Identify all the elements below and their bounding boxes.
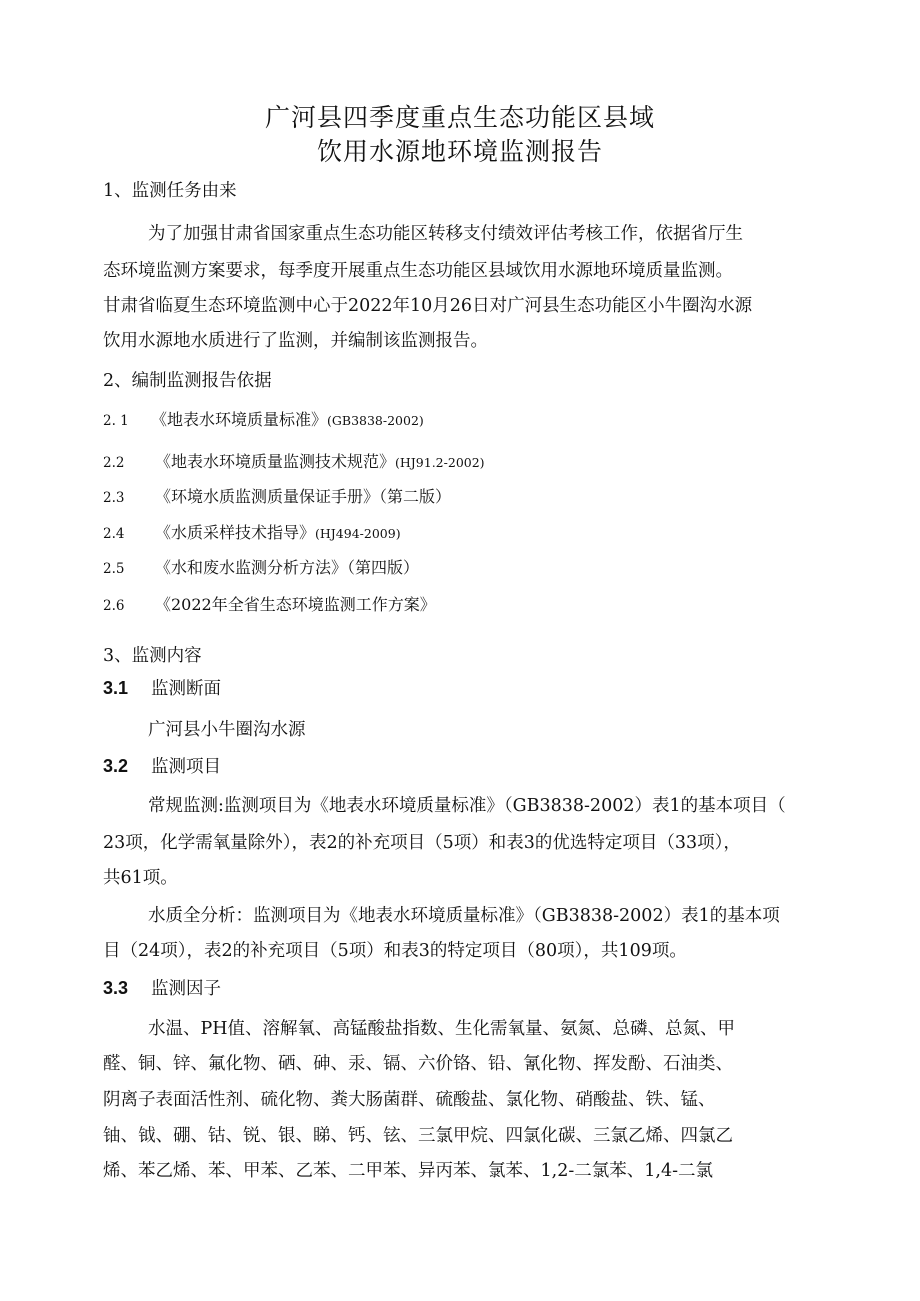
project-paragraph-line: 23项，化学需氧量除外），表2的补充项目（5项）和表3的优选特定项目（33项）， xyxy=(103,833,741,853)
reference-number: 2.5 xyxy=(103,561,125,577)
factor-list-line: 阴离子表面活性剂、硫化物、粪大肠菌群、硫酸盐、氯化物、硝酸盐、铁、锰、 xyxy=(103,1090,716,1110)
subsection-3-2-heading xyxy=(103,753,221,778)
subsection-3-3-heading xyxy=(103,975,221,1000)
subsection-number: 3.2 xyxy=(103,756,129,776)
factor-list-line: 水温、PH值、溶解氧、高锰酸盐指数、生化需氧量、氨氮、总磷、总氮、甲 xyxy=(148,1019,736,1039)
document-title-line-2: 饮用水源地环境监测报告 xyxy=(316,137,603,166)
factor-list-line: 烯、苯乙烯、苯、甲苯、乙苯、二甲苯、异丙苯、氯苯、1,2-二氯苯、1,4-二氯 xyxy=(103,1161,713,1181)
reference-code: (HJ91.2-2002) xyxy=(395,455,485,470)
subsection-number: 3.3 xyxy=(103,978,129,998)
section-1-paragraph-line: 甘肃省临夏生态环境监测中心于2022年10月26日对广河县生态功能区小牛圈沟水源 xyxy=(103,296,753,316)
reference-number: 2. 1 xyxy=(103,413,129,429)
section-1-paragraph-line: 态环境监测方案要求，每季度开展重点生态功能区县域饮用水源地环境质量监测。 xyxy=(103,261,733,281)
section-1-paragraph-line: 为了加强甘肃省国家重点生态功能区转移支付绩效评估考核工作，依据省厅生 xyxy=(148,224,743,244)
project-paragraph-line: 水质全分析：监测项目为《地表水环境质量标准》（GB3838-2002）表1的基本项 xyxy=(148,906,780,926)
reference-number: 2.3 xyxy=(103,490,125,506)
reference-number: 2.4 xyxy=(103,526,125,542)
reference-code: (GB3838-2002) xyxy=(327,413,424,428)
section-3-heading: 3、监测内容 xyxy=(103,646,202,666)
project-paragraph-line: 共61项。 xyxy=(103,868,178,888)
reference-item xyxy=(103,407,424,430)
project-paragraph-line: 常规监测:监测项目为《地表水环境质量标准》（GB3838-2002）表1的基本项目（ xyxy=(148,796,786,816)
project-paragraph-line: 目（24项），表2的补充项目（5项）和表3的特定项目（80项），共109项。 xyxy=(103,941,687,961)
reference-item xyxy=(103,592,436,615)
subsection-3-1-heading xyxy=(103,675,221,700)
reference-item xyxy=(103,484,451,507)
document-title-line-1: 广河县四季度重点生态功能区县域 xyxy=(264,103,655,132)
reference-title: 《水和废水监测分析方法》（第四版） xyxy=(155,558,420,577)
reference-title: 《水质采样技术指导》 xyxy=(155,523,316,542)
reference-title: 《2022年全省生态环境监测工作方案》 xyxy=(155,595,436,614)
reference-number: 2.6 xyxy=(103,598,125,614)
subsection-label: 监测因子 xyxy=(151,979,221,999)
reference-title: 《地表水环境质量标准》 xyxy=(151,410,328,429)
reference-item xyxy=(103,449,485,472)
subsection-label: 监测项目 xyxy=(151,757,221,777)
monitoring-section-text: 广河县小牛圈沟水源 xyxy=(148,720,306,740)
factor-list-line: 铀、钺、硼、钴、锐、银、睇、钙、铉、三氯甲烷、四氯化碳、三氯乙烯、四氯乙 xyxy=(103,1126,733,1146)
subsection-label: 监测断面 xyxy=(151,679,221,699)
reference-title: 《环境水质监测质量保证手册》（第二版） xyxy=(155,487,452,506)
section-1-paragraph-line: 饮用水源地水质进行了监测，并编制该监测报告。 xyxy=(103,331,488,351)
subsection-number: 3.1 xyxy=(103,678,129,698)
reference-code: (HJ494-2009) xyxy=(315,526,401,541)
section-1-heading: 1、监测任务由来 xyxy=(103,181,237,201)
reference-item xyxy=(103,520,401,543)
reference-title: 《地表水环境质量监测技术规范》 xyxy=(155,452,396,471)
section-2-heading: 2、编制监测报告依据 xyxy=(103,371,272,391)
reference-number: 2.2 xyxy=(103,455,125,471)
factor-list-line: 醛、铜、锌、氟化物、硒、砷、汞、镉、六价铬、铅、氰化物、挥发酚、石油类、 xyxy=(103,1054,733,1074)
reference-item xyxy=(103,555,419,578)
